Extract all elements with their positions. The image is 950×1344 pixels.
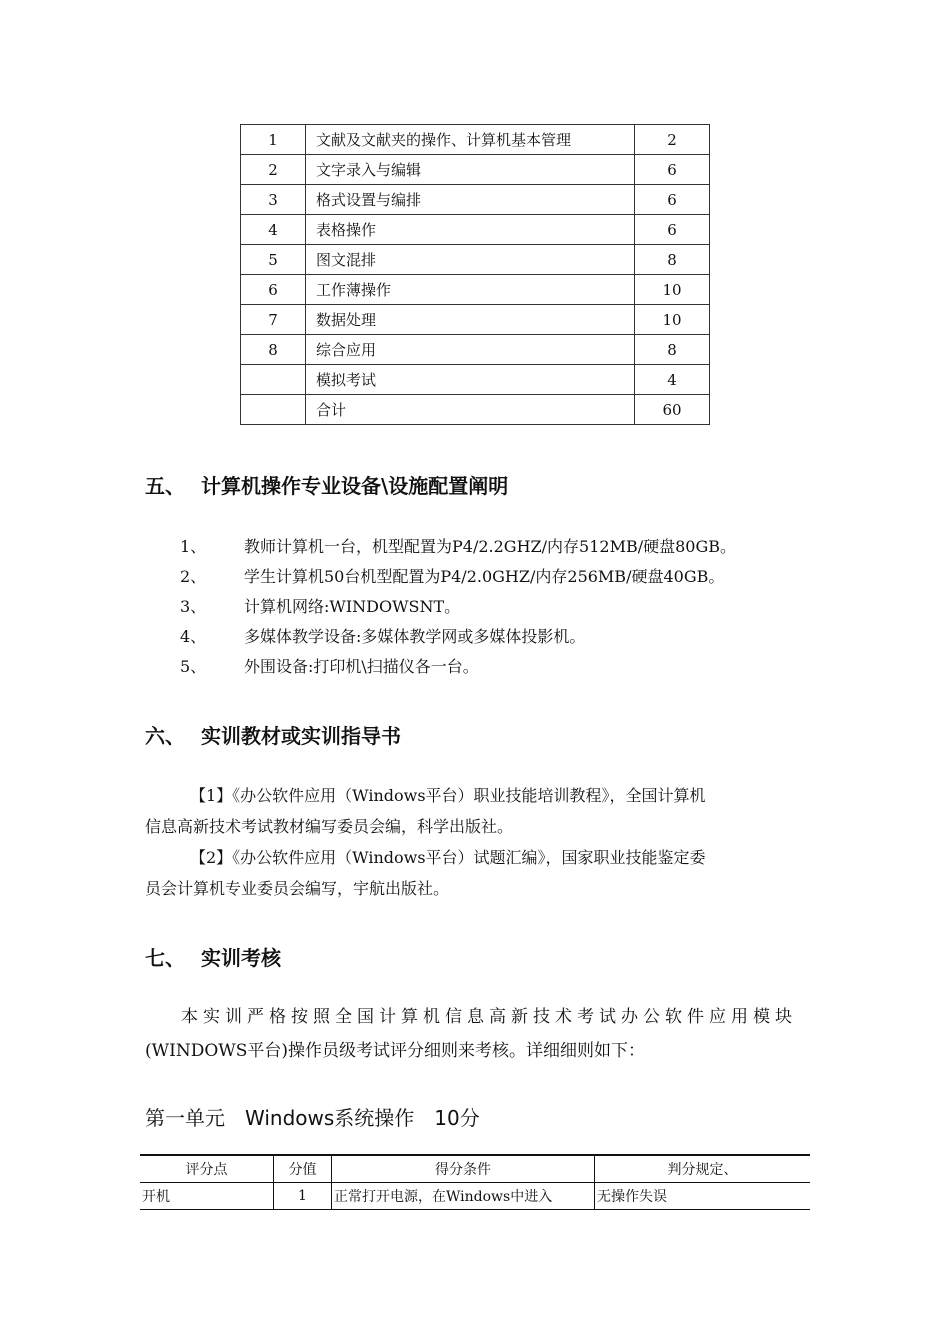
cell-hours: 2 [635, 125, 710, 155]
cell-item: 工作薄操作 [306, 275, 635, 305]
item-number: 5、 [180, 657, 207, 676]
cell-number: 1 [241, 125, 306, 155]
cell-hours: 10 [635, 275, 710, 305]
cell-condition: 正常打开电源，在Windows中进入 [332, 1183, 595, 1210]
reference-2: 【2】《办公软件应用（Windows平台）试题汇编》，国家职业技能鉴定委 员会计算机专业委员会编写，宇航出版社。 [145, 848, 706, 898]
reference-1: 【1】《办公软件应用（Windows平台）职业技能培训教程》，全国计算机 信息高新技术考试教材编写委员会编，科学出版社。 [145, 786, 706, 836]
cell-number: 4 [241, 215, 306, 245]
cell-hours: 8 [635, 335, 710, 365]
equipment-item [180, 534, 736, 557]
section-6-title: 实训教材或实训指导书 [201, 724, 401, 748]
cell-hours: 6 [635, 155, 710, 185]
cell-item: 综合应用 [306, 335, 635, 365]
cell-hours: 6 [635, 215, 710, 245]
course-hours-table [240, 124, 710, 425]
cell-rule: 无操作失误 [595, 1183, 811, 1210]
cell-item: 图文混排 [306, 245, 635, 275]
table-row [241, 275, 710, 305]
section-7-number: 七、 [145, 946, 185, 970]
section-5-title: 计算机操作专业设备\设施配置阐明 [201, 474, 509, 498]
header-point: 评分点 [140, 1155, 274, 1183]
cell-number [241, 365, 306, 395]
section-7-heading [145, 942, 281, 971]
unit-1-title: 第一单元 Windows系统操作 10分 [145, 1106, 480, 1130]
item-text: 学生计算机50台机型配置为P4/2.0GHZ/内存256MB/硬盘40GB。 [244, 567, 725, 586]
cell-hours: 10 [635, 305, 710, 335]
cell-item: 数据处理 [306, 305, 635, 335]
cell-hours: 8 [635, 245, 710, 275]
section-6-number: 六、 [145, 724, 185, 748]
section-6-heading [145, 720, 401, 749]
assessment-paragraph: 本实训严格按照全国计算机信息高新技术考试办公软件应用模块 (WINDOWS平台)操作员级考试评分细则来考核。详细细则如下： [145, 1007, 797, 1061]
cell-point: 开机 [140, 1183, 274, 1210]
header-rule: 判分规定、 [595, 1155, 811, 1183]
header-value: 分值 [274, 1155, 332, 1183]
cell-hours: 6 [635, 185, 710, 215]
cell-number: 3 [241, 185, 306, 215]
cell-number: 7 [241, 305, 306, 335]
cell-item: 模拟考试 [306, 365, 635, 395]
cell-number: 8 [241, 335, 306, 365]
table-row [241, 125, 710, 155]
cell-item: 格式设置与编排 [306, 185, 635, 215]
equipment-item [180, 654, 479, 677]
cell-value: 1 [274, 1183, 332, 1210]
section-5-number: 五、 [145, 474, 185, 498]
table-row [241, 185, 710, 215]
table-row [241, 215, 710, 245]
table-row [241, 395, 710, 425]
item-number: 4、 [180, 627, 207, 646]
section-7-title: 实训考核 [201, 946, 281, 970]
table-row [241, 155, 710, 185]
section-5-heading [145, 470, 508, 499]
table-row [241, 245, 710, 275]
cell-number: 5 [241, 245, 306, 275]
cell-item: 合计 [306, 395, 635, 425]
item-number: 2、 [180, 567, 207, 586]
item-text: 计算机网络:WINDOWSNT。 [244, 597, 461, 616]
cell-item: 表格操作 [306, 215, 635, 245]
cell-hours: 60 [635, 395, 710, 425]
table-row [241, 305, 710, 335]
equipment-item [180, 594, 460, 617]
table-row [241, 335, 710, 365]
cell-number: 6 [241, 275, 306, 305]
item-number: 3、 [180, 597, 207, 616]
table-row [241, 365, 710, 395]
cell-item: 文字录入与编辑 [306, 155, 635, 185]
cell-item: 文献及文献夹的操作、计算机基本管理 [306, 125, 635, 155]
item-text: 教师计算机一台，机型配置为P4/2.2GHZ/内存512MB/硬盘80GB。 [244, 537, 736, 556]
item-text: 外围设备:打印机\扫描仪各一台。 [244, 657, 479, 676]
cell-number: 2 [241, 155, 306, 185]
scoring-table [140, 1154, 810, 1210]
header-condition: 得分条件 [332, 1155, 595, 1183]
table-row [140, 1183, 810, 1210]
item-number: 1、 [180, 537, 207, 556]
equipment-item [180, 624, 585, 647]
item-text: 多媒体教学设备:多媒体教学网或多媒体投影机。 [244, 627, 586, 646]
equipment-item [180, 564, 724, 587]
cell-number [241, 395, 306, 425]
cell-hours: 4 [635, 365, 710, 395]
